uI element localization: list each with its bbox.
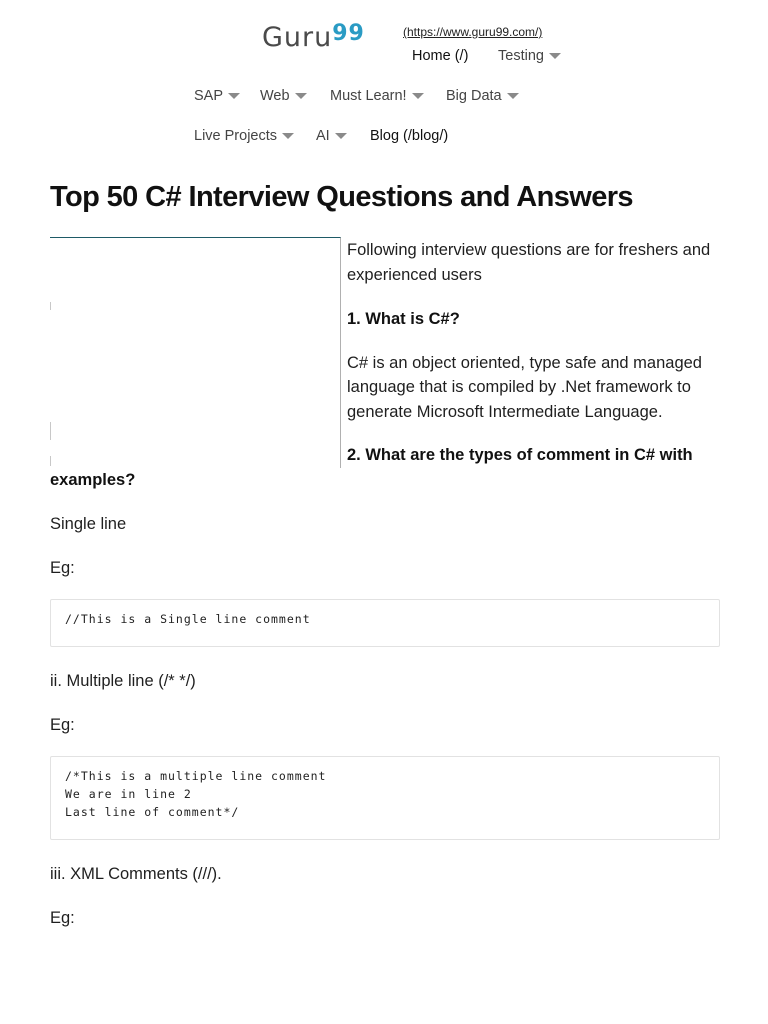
- code-block-multiple-line: /*This is a multiple line comment We are in line 2 Last line of comment*/: [50, 756, 720, 840]
- intro-line-1: Following interview questions are for freshers and: [347, 241, 711, 259]
- chevron-down-icon: [507, 93, 519, 99]
- question-2-line-2: examples?: [50, 471, 136, 489]
- nav-testing[interactable]: [498, 48, 561, 64]
- chevron-down-icon: [335, 133, 347, 139]
- nav-testing-label: Testing: [498, 48, 544, 64]
- answer-1-line-2: language that is compiled by .Net framework to: [347, 378, 691, 396]
- nav-ai[interactable]: [316, 128, 347, 144]
- nav-blog[interactable]: [370, 128, 448, 144]
- nav-live-projects-label: Live Projects: [194, 128, 278, 144]
- page-title: Top 50 C# Interview Questions and Answers: [50, 181, 633, 213]
- nav-must-learn[interactable]: [330, 88, 424, 104]
- answer-1-line-3: generate Microsoft Intermediate Language.: [347, 403, 663, 421]
- chevron-down-icon: [228, 93, 240, 99]
- chevron-down-icon: [282, 133, 294, 139]
- logo-number: 99: [332, 21, 365, 46]
- nav-sap[interactable]: [194, 88, 240, 104]
- nav-web-label: Web: [260, 88, 290, 104]
- ad-edge-mark: [50, 422, 51, 440]
- nav-must-learn-label: Must Learn!: [330, 88, 407, 104]
- chevron-down-icon: [295, 93, 307, 99]
- nav-blog-label: Blog (/blog/): [370, 128, 449, 144]
- nav-ai-label: AI: [316, 128, 330, 144]
- guru99-logo[interactable]: [262, 22, 365, 53]
- example-label: Eg:: [50, 909, 75, 927]
- multiple-line-heading: ii. Multiple line (/* */): [50, 672, 196, 690]
- ad-edge-mark: [50, 456, 51, 466]
- question-2-line-1: 2. What are the types of comment in C# with: [347, 446, 693, 464]
- ad-edge-mark: [50, 302, 51, 310]
- example-label: Eg:: [50, 716, 75, 734]
- chevron-down-icon: [412, 93, 424, 99]
- nav-web[interactable]: [260, 88, 307, 104]
- answer-1-line-1: C# is an object oriented, type safe and managed: [347, 354, 702, 372]
- nav-big-data-label: Big Data: [446, 88, 502, 104]
- site-home-link[interactable]: (https://www.guru99.com/): [403, 25, 543, 39]
- nav-home-label: Home (/): [412, 48, 469, 64]
- question-1: 1. What is C#?: [347, 310, 460, 328]
- single-line-heading: Single line: [50, 515, 127, 533]
- logo-text: Guru: [262, 22, 333, 53]
- xml-comments-heading: iii. XML Comments (///).: [50, 865, 222, 883]
- code-block-single-line: //This is a Single line comment: [50, 599, 720, 647]
- chevron-down-icon: [549, 53, 561, 59]
- example-label: Eg:: [50, 559, 75, 577]
- ad-placeholder: [50, 237, 341, 468]
- nav-home[interactable]: [412, 48, 468, 64]
- nav-sap-label: SAP: [194, 88, 224, 104]
- nav-big-data[interactable]: [446, 88, 519, 104]
- nav-live-projects[interactable]: [194, 128, 294, 144]
- intro-line-2: experienced users: [347, 266, 482, 284]
